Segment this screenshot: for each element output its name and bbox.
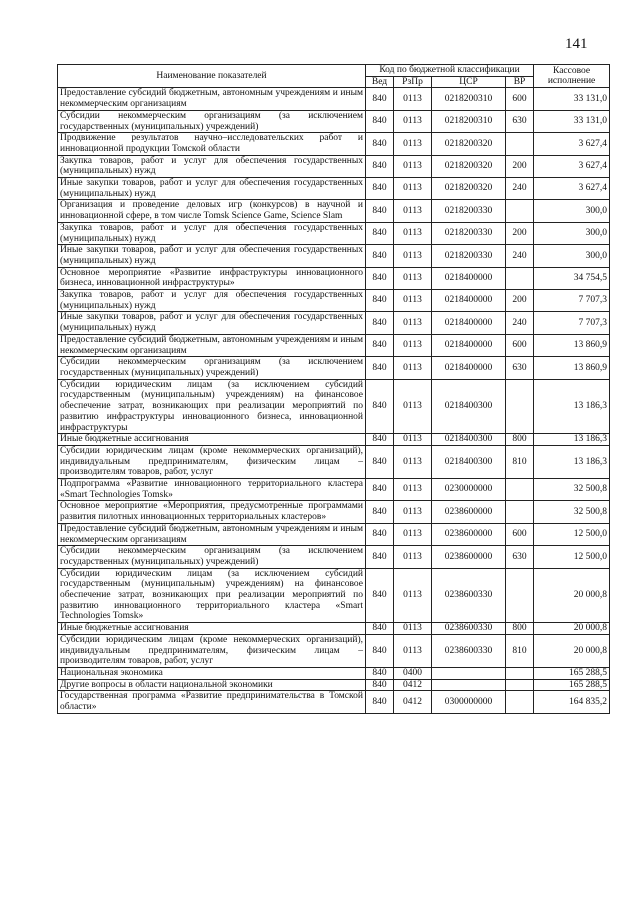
table-row — [58, 222, 610, 244]
table-row — [58, 178, 610, 200]
row-amount: 32 500,8 — [534, 501, 610, 523]
row-amount: 165 288,5 — [534, 667, 610, 679]
row-csr: 0238600330 — [432, 634, 506, 667]
row-vr — [506, 501, 534, 523]
row-name: Подпрограмма «Развитие инновационного территориального кластера «Smart Technologies Tomsk» — [58, 479, 366, 501]
row-name: Закупка товаров, работ и услуг для обеспечения государственных (муниципальных) нужд — [58, 290, 366, 312]
row-ved: 840 — [366, 379, 394, 434]
table-row — [58, 546, 610, 568]
row-amount: 13 186,3 — [534, 445, 610, 478]
row-name: Закупка товаров, работ и услуг для обеспечения государственных (муниципальных) нужд — [58, 222, 366, 244]
row-vr — [506, 679, 534, 691]
row-vr: 800 — [506, 623, 534, 635]
row-rzpr: 0113 — [394, 634, 432, 667]
row-csr: 0218400000 — [432, 312, 506, 334]
table-row — [58, 133, 610, 155]
row-amount: 164 835,2 — [534, 691, 610, 713]
row-rzpr: 0113 — [394, 501, 432, 523]
row-vr: 600 — [506, 523, 534, 545]
row-vr: 630 — [506, 546, 534, 568]
row-vr: 200 — [506, 155, 534, 177]
row-vr: 800 — [506, 434, 534, 446]
row-name: Основное мероприятие «Мероприятия, предусмотренные программами развития пилотных инновационных территориальных кластеров» — [58, 501, 366, 523]
row-vr — [506, 667, 534, 679]
table-row — [58, 667, 610, 679]
table-row — [58, 267, 610, 289]
row-ved: 840 — [366, 667, 394, 679]
row-rzpr: 0113 — [394, 245, 432, 267]
row-ved: 840 — [366, 479, 394, 501]
row-rzpr: 0113 — [394, 568, 432, 623]
row-ved: 840 — [366, 245, 394, 267]
row-rzpr: 0113 — [394, 200, 432, 222]
page-number: 141 — [565, 36, 588, 52]
row-rzpr: 0113 — [394, 110, 432, 132]
row-rzpr: 0113 — [394, 267, 432, 289]
table-row — [58, 110, 610, 132]
table-row — [58, 568, 610, 623]
row-vr — [506, 691, 534, 713]
row-rzpr: 0113 — [394, 88, 432, 110]
row-ved: 840 — [366, 445, 394, 478]
row-vr: 630 — [506, 357, 534, 379]
row-csr: 0218200310 — [432, 88, 506, 110]
row-csr: 0300000000 — [432, 691, 506, 713]
row-amount: 34 754,5 — [534, 267, 610, 289]
row-rzpr: 0113 — [394, 546, 432, 568]
row-ved: 840 — [366, 178, 394, 200]
row-name: Предоставление субсидий бюджетным, автономным учреждениям и иным некоммерческим организациям — [58, 88, 366, 110]
row-ved: 840 — [366, 267, 394, 289]
table-row — [58, 691, 610, 713]
row-ved: 840 — [366, 546, 394, 568]
row-name: Субсидии некоммерческим организациям (за исключением государственных (муниципальных) учреждений) — [58, 110, 366, 132]
row-name: Государственная программа «Развитие предпринимательства в Томской области» — [58, 691, 366, 713]
row-ved: 840 — [366, 155, 394, 177]
row-name: Продвижение результатов научно–исследовательских работ и инновационной продукции Томской области — [58, 133, 366, 155]
row-csr: 0238600330 — [432, 623, 506, 635]
row-rzpr: 0113 — [394, 178, 432, 200]
row-ved: 840 — [366, 501, 394, 523]
row-vr: 600 — [506, 334, 534, 356]
row-csr: 0218200310 — [432, 110, 506, 132]
header-code-group: Код по бюджетной классификации — [366, 65, 534, 77]
row-amount: 300,0 — [534, 245, 610, 267]
row-rzpr: 0113 — [394, 357, 432, 379]
row-vr: 810 — [506, 445, 534, 478]
row-vr — [506, 200, 534, 222]
table-row — [58, 200, 610, 222]
row-rzpr: 0113 — [394, 379, 432, 434]
row-csr: 0218200320 — [432, 178, 506, 200]
row-vr — [506, 379, 534, 434]
table-row — [58, 445, 610, 478]
row-ved: 840 — [366, 523, 394, 545]
table-row — [58, 334, 610, 356]
row-name: Иные закупки товаров, работ и услуг для обеспечения государственных (муниципальных) нужд — [58, 312, 366, 334]
row-csr: 0238600000 — [432, 546, 506, 568]
row-ved: 840 — [366, 290, 394, 312]
row-rzpr: 0113 — [394, 623, 432, 635]
row-vr: 600 — [506, 88, 534, 110]
row-vr: 240 — [506, 312, 534, 334]
row-csr — [432, 667, 506, 679]
row-csr: 0218200320 — [432, 133, 506, 155]
table-row — [58, 479, 610, 501]
row-name: Субсидии некоммерческим организациям (за исключением государственных (муниципальных) учреждений) — [58, 357, 366, 379]
row-csr: 0218200330 — [432, 200, 506, 222]
row-amount: 20 000,8 — [534, 568, 610, 623]
row-amount: 33 131,0 — [534, 88, 610, 110]
row-vr — [506, 133, 534, 155]
row-rzpr: 0113 — [394, 479, 432, 501]
row-ved: 840 — [366, 312, 394, 334]
header-vr: ВР — [506, 76, 534, 88]
row-rzpr: 0113 — [394, 133, 432, 155]
row-ved: 840 — [366, 200, 394, 222]
row-csr: 0218400300 — [432, 434, 506, 446]
row-vr: 810 — [506, 634, 534, 667]
row-ved: 840 — [366, 679, 394, 691]
table-row — [58, 88, 610, 110]
row-ved: 840 — [366, 222, 394, 244]
row-csr: 0218200330 — [432, 222, 506, 244]
row-name: Другие вопросы в области национальной экономики — [58, 679, 366, 691]
row-name: Иные бюджетные ассигнования — [58, 434, 366, 446]
row-name: Предоставление субсидий бюджетным, автономным учреждениям и иным некоммерческим организациям — [58, 334, 366, 356]
row-amount: 7 707,3 — [534, 312, 610, 334]
row-name: Субсидии юридическим лицам (за исключением субсидий государственным (муниципальным) учреждениям) на финансовое обеспечение затрат, возникающих при реализации мероприятий по развитию инновационного территориального кластера «Smart Technologies Tomsk» — [58, 568, 366, 623]
row-rzpr: 0113 — [394, 222, 432, 244]
row-ved: 840 — [366, 110, 394, 132]
row-ved: 840 — [366, 568, 394, 623]
row-csr: 0218400000 — [432, 357, 506, 379]
row-csr: 0238600000 — [432, 523, 506, 545]
row-rzpr: 0113 — [394, 434, 432, 446]
row-rzpr: 0412 — [394, 679, 432, 691]
row-csr: 0218400300 — [432, 379, 506, 434]
header-rzpr: РзПр — [394, 76, 432, 88]
header-execution: Кассовое исполнение — [534, 65, 610, 88]
row-vr — [506, 479, 534, 501]
row-name: Субсидии некоммерческим организациям (за исключением государственных (муниципальных) учреждений) — [58, 546, 366, 568]
row-ved: 840 — [366, 434, 394, 446]
row-ved: 840 — [366, 357, 394, 379]
row-amount: 20 000,8 — [534, 634, 610, 667]
row-csr: 0238600000 — [432, 501, 506, 523]
row-amount: 13 860,9 — [534, 334, 610, 356]
table-row — [58, 312, 610, 334]
row-name: Национальная экономика — [58, 667, 366, 679]
row-amount: 33 131,0 — [534, 110, 610, 132]
row-amount: 13 860,9 — [534, 357, 610, 379]
table-row — [58, 290, 610, 312]
row-ved: 840 — [366, 133, 394, 155]
row-amount: 32 500,8 — [534, 479, 610, 501]
table-row — [58, 155, 610, 177]
row-csr: 0218400000 — [432, 334, 506, 356]
table-row — [58, 245, 610, 267]
table-row — [58, 623, 610, 635]
row-amount: 13 186,3 — [534, 434, 610, 446]
row-ved: 840 — [366, 623, 394, 635]
row-vr — [506, 568, 534, 623]
table-row — [58, 357, 610, 379]
header-ved: Вед — [366, 76, 394, 88]
row-name: Иные закупки товаров, работ и услуг для обеспечения государственных (муниципальных) нужд — [58, 178, 366, 200]
table-row — [58, 634, 610, 667]
row-amount: 3 627,4 — [534, 133, 610, 155]
row-vr — [506, 267, 534, 289]
row-amount: 300,0 — [534, 200, 610, 222]
budget-table — [57, 64, 610, 714]
row-ved: 840 — [366, 88, 394, 110]
row-name: Субсидии юридическим лицам (за исключением субсидий государственным (муниципальным) учреждениям) на финансовое обеспечение затрат, возникающих при реализации мероприятий по развитию инфраструктуры инновационного бизнеса, инновационной инфраструктуры — [58, 379, 366, 434]
row-vr: 200 — [506, 222, 534, 244]
row-rzpr: 0113 — [394, 155, 432, 177]
row-vr: 240 — [506, 245, 534, 267]
row-amount: 12 500,0 — [534, 523, 610, 545]
row-rzpr: 0412 — [394, 691, 432, 713]
row-rzpr: 0113 — [394, 523, 432, 545]
row-vr: 630 — [506, 110, 534, 132]
row-rzpr: 0113 — [394, 290, 432, 312]
row-amount: 300,0 — [534, 222, 610, 244]
row-amount: 20 000,8 — [534, 623, 610, 635]
table-row — [58, 523, 610, 545]
row-ved: 840 — [366, 691, 394, 713]
row-csr: 0218200330 — [432, 245, 506, 267]
row-vr: 200 — [506, 290, 534, 312]
row-amount: 7 707,3 — [534, 290, 610, 312]
row-csr: 0218200320 — [432, 155, 506, 177]
row-csr: 0218400000 — [432, 267, 506, 289]
row-csr: 0218400000 — [432, 290, 506, 312]
row-name: Организация и проведение деловых игр (конкурсов) в научной и инновационной сфере, в том числе Tomsk Science Game, Science Slam — [58, 200, 366, 222]
header-csr: ЦСР — [432, 76, 506, 88]
table-row — [58, 379, 610, 434]
row-name: Основное мероприятие «Развитие инфраструктуры инновационного бизнеса, инновационной инфраструктуры» — [58, 267, 366, 289]
row-ved: 840 — [366, 334, 394, 356]
row-name: Закупка товаров, работ и услуг для обеспечения государственных (муниципальных) нужд — [58, 155, 366, 177]
row-csr — [432, 679, 506, 691]
table-row — [58, 679, 610, 691]
row-rzpr: 0113 — [394, 334, 432, 356]
row-csr: 0238600330 — [432, 568, 506, 623]
table-row — [58, 501, 610, 523]
row-rzpr: 0400 — [394, 667, 432, 679]
row-amount: 12 500,0 — [534, 546, 610, 568]
row-ved: 840 — [366, 634, 394, 667]
row-amount: 165 288,5 — [534, 679, 610, 691]
row-csr: 0218400300 — [432, 445, 506, 478]
row-name: Предоставление субсидий бюджетным, автономным учреждениям и иным некоммерческим организациям — [58, 523, 366, 545]
row-amount: 13 186,3 — [534, 379, 610, 434]
header-name: Наименование показателей — [58, 65, 366, 88]
row-name: Иные закупки товаров, работ и услуг для обеспечения государственных (муниципальных) нужд — [58, 245, 366, 267]
row-amount: 3 627,4 — [534, 178, 610, 200]
table-row — [58, 434, 610, 446]
row-amount: 3 627,4 — [534, 155, 610, 177]
row-name: Иные бюджетные ассигнования — [58, 623, 366, 635]
row-name: Субсидии юридическим лицам (кроме некоммерческих организаций), индивидуальным предпринимателям, физическим лицам – производителям товаров, работ, услуг — [58, 445, 366, 478]
row-rzpr: 0113 — [394, 445, 432, 478]
row-csr: 0230000000 — [432, 479, 506, 501]
row-vr: 240 — [506, 178, 534, 200]
row-name: Субсидии юридическим лицам (кроме некоммерческих организаций), индивидуальным предпринимателям, физическим лицам – производителям товаров, работ, услуг — [58, 634, 366, 667]
row-rzpr: 0113 — [394, 312, 432, 334]
